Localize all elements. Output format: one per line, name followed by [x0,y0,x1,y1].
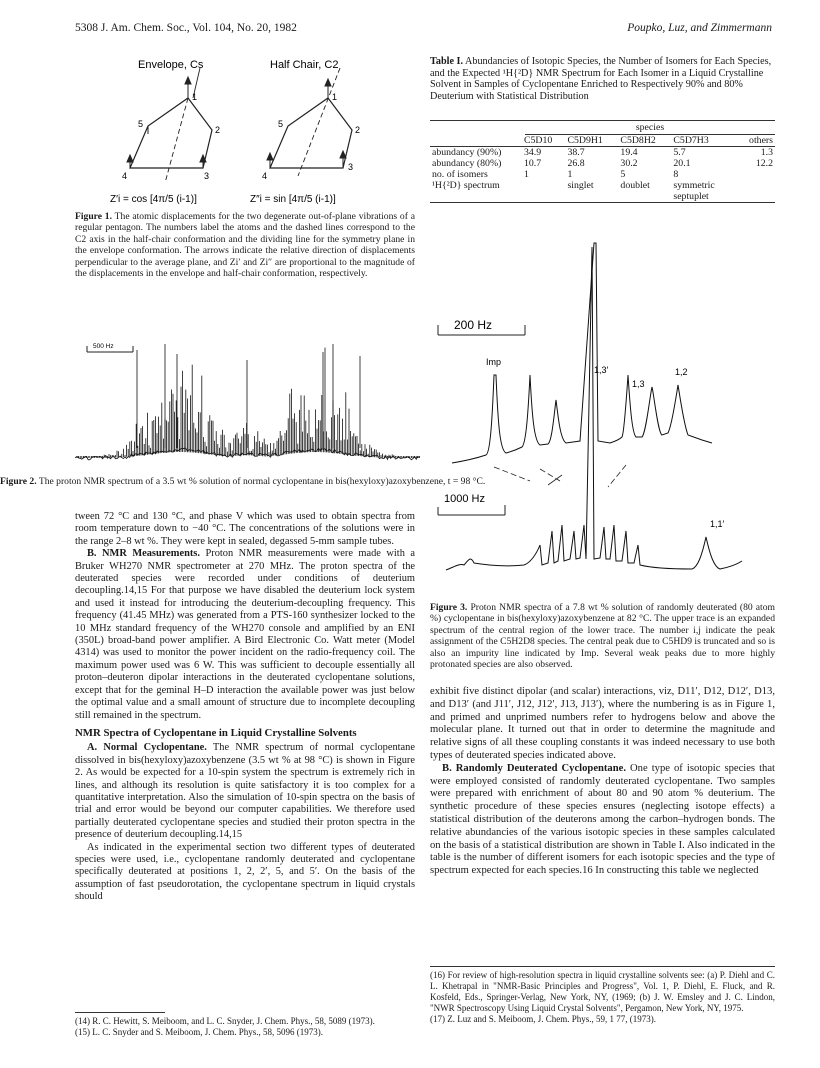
table-row [430,169,775,180]
formula-envelope: Z′i = cos [4π/5 (i-1)] [110,194,197,205]
table-cell: 30.2 [620,158,638,169]
figure-3-lower-trace [446,247,742,570]
table-1-col-1: C5D10 [524,135,553,146]
footnote-17: (17) Z. Luz and S. Meiboom, J. Chem. Phys., 59, 1 77, (1973). [430,1014,656,1024]
figure-1-pentagon-diagram [100,58,390,206]
table-1-title: Table I. [430,56,464,67]
right-paragraph-1: exhibit five distinct dipolar (and scalar) interactions, viz, D11′, D12, D12′, D13, and D13′ (and J11′, J12, J12′, J13, J13′), where the numbering is as in Figure 1, and primed and unprimed numbers refer to hydrogens below and above the molecular plane. It turned out that in order to determine the magnitude and relative signs of all these coupling constants it was indeed necessary to use both types of deuterated species indicated above. [430,686,775,761]
left-paragraph-2 [75,548,415,722]
figure-1-caption [75,211,415,279]
figure-3-caption-label: Figure 3. [430,602,468,613]
peak-label-11prime: 1,1′ [710,519,725,529]
left-paragraph-4: As indicated in the experimental section two different types of deuterated species were used, i.e., cyclopentane randomly deuterated and cyclopentane specifically deuterated at positions 1, 2, 2′, 5, and 5′. On the basis of the assumption of fast pseudorotation, the cyclopentane spectrum in liquid crystals should [75,841,415,903]
figure-3-scale-upper: 200 Hz [454,318,493,332]
left-column-body [75,511,415,904]
table-cell: 34.9 [524,147,542,158]
figure-2-scale-label: 500 Hz [93,343,114,350]
half-chair-label: Half Chair, C2 [270,59,339,71]
footnote-16: (16) For review of high-resolution spectra in liquid crystalline solvents see: (a) P. Diehl and C. L. Khetrapal in "NMR-Basic Principles and Progress", Vol. 1, P. Diehl, E. Fluck, and R. Kosfeld, Eds., Springer-Verlag, New York, NY, (1969; (b) J. W. Emsley and J. C. Lindon, "NWR Spectroscopy Using Liquid Crystal Solvents", Pergamon, New York, NY, 1975. [430,970,775,1013]
peak-label-13prime: 1,3′ [594,365,609,375]
env-atom-5: 5 [138,119,144,129]
table-1-caption [430,56,775,102]
figure-2-spectrum [75,330,420,470]
right-paragraph-2-text: One type of isotopic species that were employed consisted of randomly deuterated cyclopentane. Two samples were prepared with enrichment of about 80 and 90 atom % deuterium. The synthetic procedure of these species ensures (neglecting isotope effects) a statistical distribution of the deuterons among the carbon–hydrogen bonds. The relative abundancies of the various isotopic species in these samples calculated on the basis of a statistical distribution are shown in Table I. Also indicated in the table is the number of different isomers for each isotopic species and the type of spectrum expected for each species.16 In constructing this table we neglected [430,762,775,877]
table-1-col-3: C5D8H2 [620,135,656,146]
env-atom-4: 4 [122,171,128,181]
figure-3-scale-lower: 1000 Hz [444,493,485,505]
peak-label-12: 1,2 [675,367,688,377]
left-paragraph-3 [75,742,415,841]
figure-2-caption [0,476,485,487]
left-paragraph-2-text: Proton NMR measurements were made with a Bruker WH270 NMR spectrometer at 270 MHz. The proton spectra of the deuterated species were recorded under conditions of deuterium decoupling.14,15 For that purpose we have disabled the deuterium lock system and used it instead for introducing the deuterium-decoupling frequency. This frequency (41.45 MHz) was generated from a PTS-160 synthesizer locked to the 10 MHz standard frequency of the WH270 console and amplified by an ENI (350L) broad-band power amplifier. A Bird Electronic Co. Watt meter (Model 4314) was used to monitor the power incident on the radio-frequency coil. The maximum power used was 6 W. This was sufficient to decouple essentially all proton–deuteron dipolar interactions in the deuterated cyclopentane solutions, except that for the geminal H–D interaction the available power was just below the optimal value and a small amount of structure due to incomplete decoupling still remained in the spectrum. [75,548,415,721]
table-1-col-2: C5D9H1 [567,135,603,146]
table-cell: singlet [567,180,594,191]
figure-2-caption-label: Figure 2. [0,476,37,487]
envelope-label: Envelope, Cs [138,59,204,71]
randomly-deuterated-heading: B. Randomly Deuterated Cyclopentane. [442,762,626,774]
footnote-14: (14) R. C. Hewitt, S. Meiboom, and L. C. Snyder, J. Chem. Phys., 58, 5089 (1973). [75,1016,375,1026]
table-cell [737,169,775,180]
formula-halfchair: Z″i = sin [4π/5 (i-1)] [250,194,336,205]
env-atom-1: 1 [192,92,198,102]
table-1-header-row [430,135,775,147]
table-cell: ¹H{²D} spectrum [432,180,500,191]
table-1-group-header: species [525,121,775,135]
table-cell: 20.1 [673,158,691,169]
table-cell: 19.4 [620,147,638,158]
table-cell: 1 [524,169,529,180]
env-atom-3: 3 [204,171,210,181]
right-footnotes [430,966,775,1025]
table-1-caption-text: Abundancies of Isotopic Species, the Number of Isomers for Each Species, and the Expected ¹H{²D} NMR Spectrum for Each Isomer in a Liquid Crystalline Solvent in Samples of Cyclopentane Enriched to Respectively 90% and 80% Deuterium with Statistical Distribution [430,56,772,102]
table-cell [522,180,565,203]
table-cell: 8 [673,169,679,180]
table-1-col-5: others [749,135,773,146]
nmr-measurements-heading: B. NMR Measurements. [87,548,200,560]
peak-label-imp: Imp [486,357,502,367]
table-cell: 1 [567,169,573,180]
footnote-rule-right [430,966,775,967]
table-cell: 26.8 [567,158,585,169]
table-cell: 5.7 [673,147,686,158]
table-row [430,147,775,159]
footnote-15: (15) L. C. Snyder and S. Meiboom, J. Chem. Phys., 58, 5096 (1973). [75,1027,323,1037]
table-row [430,180,775,203]
figure-2-caption-text: The proton NMR spectrum of a 3.5 wt % solution of normal cyclopentane in bis(hexyloxy)azoxybenzene, t = 98 °C. [38,476,486,487]
table-cell: 5 [620,169,626,180]
right-paragraph-2 [430,763,775,878]
table-cell: abundancy (90%) [432,147,502,158]
section-heading: NMR Spectra of Cyclopentane in Liquid Crystalline Solvents [75,726,357,739]
left-footnotes [75,1012,415,1038]
table-cell [737,180,775,203]
table-1 [430,120,775,203]
left-paragraph-3-text: The NMR spectrum of normal cyclopentane dissolved in bis(hexyloxy)azoxybenzene (3.5 wt % at 98 °C) is shown in Figure 2. As would be expected for a 10-spin system the spectrum is extremely rich in lines, and although its resolution is quite satisfactory it is too complex for a quantitative interpretation. Also the simulation of 10-spin spectra on the basis of trial and error would be beyond our computer capabilities. We therefore used partially deuterated cyclopentane species and studied their proton spectra in the presence of deuterium decoupling.14,15 [75,742,415,841]
table-cell: abundancy (80%) [432,158,502,169]
normal-cyclopentane-heading: A. Normal Cyclopentane. [87,742,207,754]
running-header-right: Poupko, Luz, and Zimmermann [627,22,772,34]
table-row [430,158,775,169]
env-atom-2: 2 [215,125,221,135]
right-column-body [430,686,775,878]
hc-atom-5: 5 [278,119,284,129]
table-cell: doublet [620,180,650,191]
table-cell: no. of isomers [432,169,488,180]
figure-3-upper-trace [452,243,712,463]
figure-2-spectral-lines [77,344,419,458]
hc-atom-1: 1 [332,92,338,102]
table-cell: 38.7 [567,147,585,158]
running-header-left: 5308 J. Am. Chem. Soc., Vol. 104, No. 20, 1982 [75,22,297,34]
figure-3-spectra [430,225,775,595]
peak-label-13: 1,3 [632,379,645,389]
table-1-col-0 [430,135,522,147]
hc-atom-3: 3 [348,162,354,172]
table-cell: 12.2 [755,158,773,169]
figure-3-caption-text: Proton NMR spectra of a 7.8 wt % solution of randomly deuterated (80 atom %) cyclopentane in bis(hexyloxy)azoxybenzene at 82 °C. The upper trace is an expanded spectrum of the central region of the lower trace. The number i,j indicate the peak assignment of the C5H2D8 species. The central peak due to C5HD9 is truncated and so is also an impurity line indicated by Imp. Several weak peaks due to more highly protonated species are also observed. [430,602,775,671]
hc-atom-2: 2 [355,125,361,135]
footnote-rule [75,1012,165,1013]
hc-atom-4: 4 [262,171,268,181]
left-paragraph-1: tween 72 °C and 130 °C, and phase V which was used to obtain spectra from room temperature down to −40 °C. The concentrations of the solutions were in the range 2–8 wt %. They were kept in sealed, degassed 5-mm sample tubes. [75,511,415,547]
figure-3-caption [430,602,775,670]
table-cell: 10.7 [524,158,542,169]
figure-1-caption-label: Figure 1. [75,211,113,222]
table-1-col-4: C5D7H3 [673,135,709,146]
figure-1-caption-text: The atomic displacements for the two degenerate out-of-plane vibrations of a regular pentagon. The numbers label the atoms and the dashed lines correspond to the C2 axis in the half-chair conformation and the dividing line for the symmetry plane in the envelope conformation. The arrows indicate the relative direction of displacements perpendicular to the average plane, and Zi′ and Zi″ are proportional to the magnitude of the displacements in the envelope and half-chair conformation, respectively. [75,211,415,280]
table-cell: 1.3 [760,147,773,158]
table-1-grid [430,135,775,203]
table-cell: symmetric septuplet [673,180,715,202]
